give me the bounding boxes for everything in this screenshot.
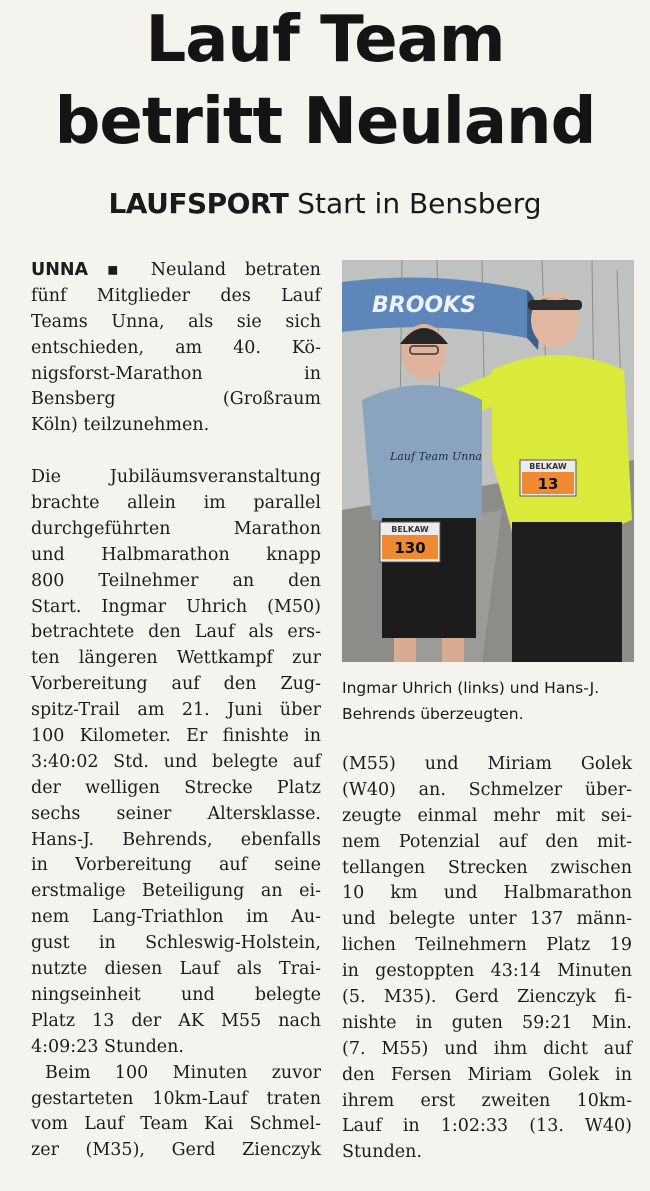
bib-left-sponsor: BELKAW	[391, 525, 429, 534]
body-text-line: ten längeren Wettkampf zur	[31, 648, 321, 669]
dateline: UNNA	[31, 260, 89, 280]
body-text-line: lichen Teilnehmern Platz 19	[342, 935, 632, 956]
body-text-line: Ingmar Uhrich (links) und Hans-J.	[342, 679, 600, 697]
body-text-line: (5. M35). Gerd Zienczyk fi-	[342, 987, 632, 1008]
body-text-line: nishte in guten 59:21 Min.	[342, 1012, 632, 1033]
body-text-line: Teams Unna, als sie sich	[31, 311, 321, 332]
subheadline-text: Start in Bensberg	[297, 187, 542, 220]
body-text-line: nem Lang-Triathlon im Au-	[31, 907, 321, 928]
body-text-line: Vorbereitung auf den Zug-	[31, 674, 321, 695]
bib-left-number: 130	[394, 539, 426, 557]
headline-line-1: Lauf Team	[145, 3, 505, 77]
body-text-line: Start. Ingmar Uhrich (M50)	[31, 596, 321, 617]
body-text-line: der welligen Strecke Platz	[31, 777, 321, 798]
body-text-line: den Fersen Miriam Golek in	[342, 1064, 632, 1085]
body-text-line: zeugte einmal mehr mit sei-	[342, 805, 632, 826]
body-text-line: nem Potenzial auf den mit-	[342, 831, 632, 852]
body-text-line: Hans-J. Behrends, ebenfalls	[31, 829, 321, 850]
body-text-line: nigsforst-Marathon in	[31, 363, 321, 384]
body-text-line: erstmalige Beteiligung an ei-	[31, 881, 321, 902]
article-column-1	[31, 258, 321, 1164]
body-text-line: gust in Schleswig-Holstein,	[31, 933, 321, 954]
body-text-line: zer (M35), Gerd Zienczyk	[31, 1140, 321, 1161]
body-text-line: 4:09:23 Stunden.	[31, 1036, 184, 1057]
body-text-line: und Halbmarathon knapp	[31, 544, 321, 565]
bib-right-sponsor: BELKAW	[529, 462, 567, 471]
body-text-line: Bensberg (Großraum	[31, 389, 321, 410]
body-text-line: Stunden.	[342, 1142, 422, 1163]
body-text-line: betrachtete den Lauf als ers-	[31, 622, 321, 643]
body-text-line: (W40) an. Schmelzer über-	[342, 779, 632, 800]
body-text-line: Köln) teilzunehmen.	[31, 415, 210, 436]
body-text-line: (7. M55) und ihm dicht auf	[342, 1038, 632, 1059]
body-text-line: brachte allein im parallel	[31, 493, 321, 514]
body-text-line: 3:40:02 Std. und belegte auf	[31, 751, 321, 772]
body-text-line: entschieden, am 40. Kö-	[31, 337, 321, 358]
headline-line-2: betritt Neuland	[54, 85, 596, 159]
body-text-line: gestarteten 10km-Lauf traten	[31, 1088, 321, 1109]
body-text-line: (M55) und Miriam Golek	[342, 754, 632, 774]
body-text-line: fünf Mitglieder des Lauf	[31, 285, 321, 306]
body-text-line: spitz-Trail am 21. Juni über	[31, 700, 321, 721]
body-text-line: und belegte unter 137 männ-	[342, 909, 632, 930]
body-text-line: vom Lauf Team Kai Schmel-	[31, 1114, 321, 1135]
body-text-line: sechs seiner Altersklasse.	[31, 803, 321, 824]
shirt-text: Lauf Team Unna	[390, 450, 482, 463]
dateline-marker: ▪	[106, 260, 132, 280]
body-text-line: Behrends überzeugten.	[342, 704, 524, 723]
column-1-lines	[31, 284, 321, 1164]
caption-lines	[342, 676, 642, 728]
dateline-row	[31, 258, 321, 284]
body-text-line: 800 Teilnehmer an den	[31, 570, 321, 591]
column-2-lines	[342, 752, 632, 1166]
kicker: LAUFSPORT	[108, 187, 289, 220]
body-text-line: in gestoppten 43:14 Minuten	[342, 961, 632, 982]
article-column-2	[342, 752, 632, 1166]
paragraph-spacer	[31, 439, 321, 465]
body-text-line: Platz 13 der AK M55 nach	[31, 1010, 321, 1031]
body-text-line: ihrem erst zweiten 10km-	[342, 1090, 632, 1111]
body-text-line: Die Jubiläumsveranstaltung	[31, 467, 321, 488]
body-text-line: nutzte diesen Lauf als Trai-	[31, 959, 321, 980]
body-text-line: tellangen Strecken zwischen	[342, 857, 632, 878]
body-text-line: 10 km und Halbmarathon	[342, 883, 632, 904]
banner-text: BROOKS	[372, 293, 477, 318]
body-text-line: in Vorbereitung auf seine	[31, 855, 321, 876]
photo-caption	[342, 676, 642, 728]
bib-right-number: 13	[537, 475, 559, 493]
body-text-line: durchgeführten Marathon	[31, 518, 321, 539]
body-text-line: Beim 100 Minuten zuvor	[45, 1062, 321, 1083]
article-photo	[342, 260, 634, 662]
body-text-line: Neuland betraten	[150, 260, 321, 280]
body-text-line: ningseinheit und belegte	[31, 984, 321, 1005]
subheadline	[0, 186, 650, 222]
body-text-line: 100 Kilometer. Er finishte in	[31, 726, 321, 747]
body-text-line: Lauf in 1:02:33 (13. W40)	[342, 1116, 632, 1137]
